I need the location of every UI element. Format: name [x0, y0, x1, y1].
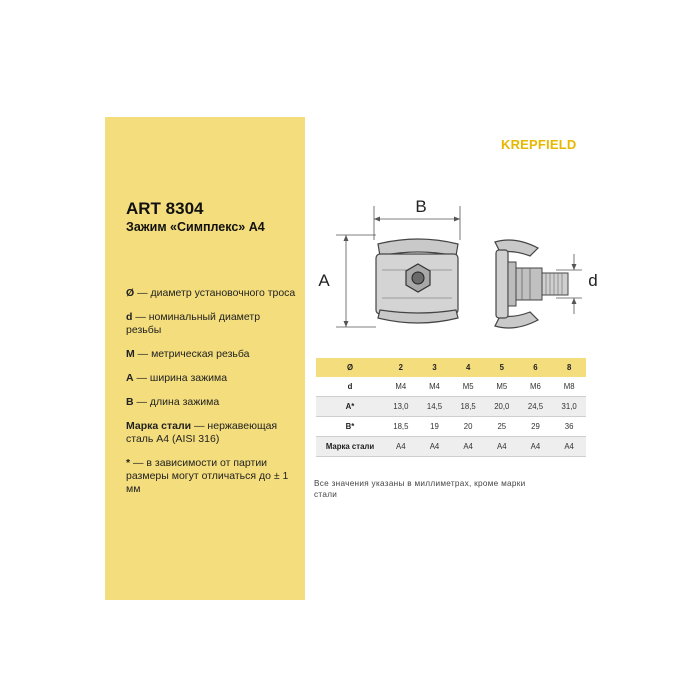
table-cell: 19: [418, 417, 452, 437]
table-cell: 14,5: [418, 397, 452, 417]
table-cell: 25: [485, 417, 519, 437]
product-title: Зажим «Симплекс» А4: [126, 220, 265, 234]
table-cell: M6: [519, 377, 553, 397]
spec-table: [316, 358, 586, 457]
table-header-cell: 3: [418, 358, 452, 377]
table-cell: M4: [418, 377, 452, 397]
table-header-row: [316, 358, 586, 377]
brand-logo: KREPFIELD: [501, 137, 577, 152]
table-cell: M5: [451, 377, 485, 397]
dimension-d-label: d: [588, 271, 598, 290]
table-cell: А4: [485, 437, 519, 457]
table-row-label: d: [316, 377, 384, 397]
table-row: [316, 417, 586, 437]
table-header-cell: 8: [552, 358, 586, 377]
dimension-a-label: A: [318, 271, 330, 290]
table-cell: А4: [552, 437, 586, 457]
table-row: [316, 437, 586, 457]
table-cell: А4: [384, 437, 418, 457]
legend: [126, 287, 298, 507]
units-note: Все значения указаны в миллиметрах, кроме марки стали: [314, 479, 526, 499]
table-row-label: B*: [316, 417, 384, 437]
table-cell: M4: [384, 377, 418, 397]
legend-item-thread-diameter: d — номинальный диаметр резьбы: [126, 311, 261, 336]
table-header-cell: 2: [384, 358, 418, 377]
table-header-cell: 4: [451, 358, 485, 377]
table-row-label: A*: [316, 397, 384, 417]
table-cell: 24,5: [519, 397, 553, 417]
article-number: ART 8304: [126, 199, 204, 218]
table-header-cell: Ø: [316, 358, 384, 377]
dimension-b-label: B: [415, 197, 427, 216]
table-cell: 20: [451, 417, 485, 437]
table-cell: 18,5: [451, 397, 485, 417]
table-row: [316, 397, 586, 417]
table-row: [316, 377, 586, 397]
table-cell: M8: [552, 377, 586, 397]
legend-item-steel-grade: Марка стали — нержавеющая сталь А4 (AISI 316): [126, 420, 278, 445]
table-cell: 13,0: [384, 397, 418, 417]
table-cell: 36: [552, 417, 586, 437]
table-cell: 18,5: [384, 417, 418, 437]
legend-item-width: A — ширина зажима: [126, 372, 228, 384]
table-header-cell: 6: [519, 358, 553, 377]
legend-item-length: B — длина зажима: [126, 396, 220, 408]
legend-item-tolerance: * — в зависимости от партии размеры могут отличаться до ± 1 мм: [126, 457, 289, 495]
table-header-cell: 5: [485, 358, 519, 377]
table-cell: А4: [519, 437, 553, 457]
legend-item-metric-thread: M — метрическая резьба: [126, 348, 250, 360]
table-cell: 31,0: [552, 397, 586, 417]
table-cell: 29: [519, 417, 553, 437]
table-cell: 20,0: [485, 397, 519, 417]
clamp-drawing: [310, 190, 610, 340]
table-cell: M5: [485, 377, 519, 397]
table-cell: А4: [451, 437, 485, 457]
table-cell: А4: [418, 437, 452, 457]
legend-item-diameter: Ø — диаметр установочного троса: [126, 287, 296, 299]
table-row-label: Марка стали: [316, 437, 384, 457]
